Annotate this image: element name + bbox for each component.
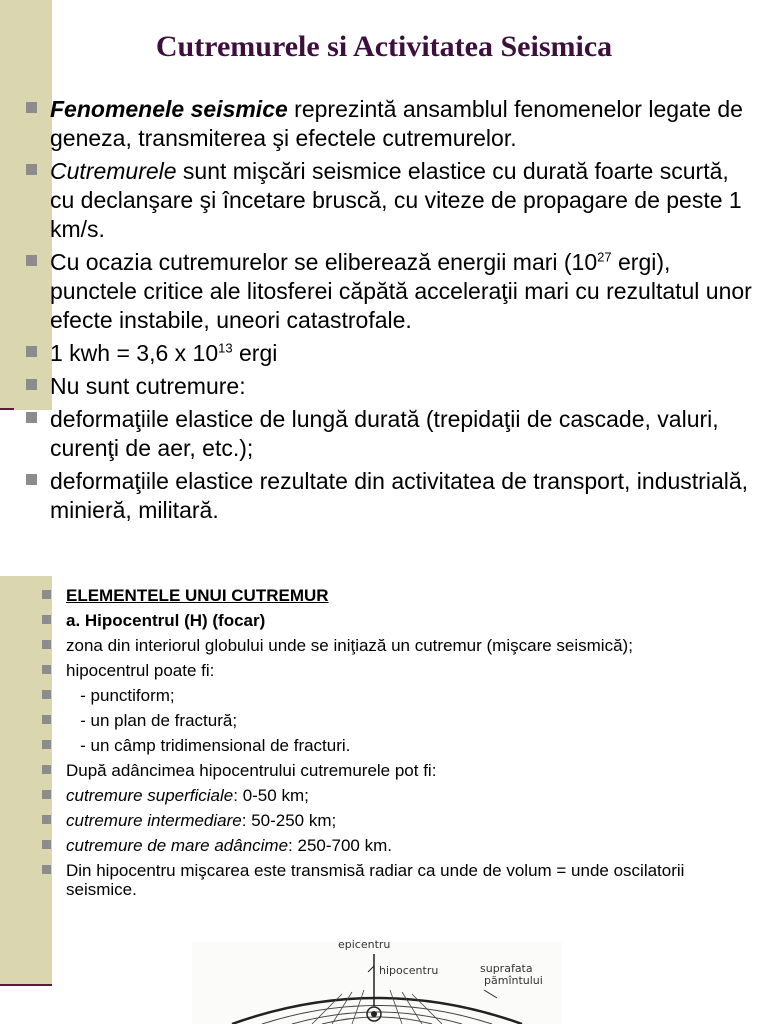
list-item: [26, 339, 756, 368]
square-bullet-icon: [42, 865, 51, 874]
bullet-lead: cutremure intermediare: [66, 811, 242, 830]
square-bullet-icon: [26, 379, 37, 390]
bullet-text: ergi: [232, 340, 278, 366]
square-bullet-icon: [26, 474, 37, 485]
square-bullet-icon: [26, 255, 37, 266]
list-item: [42, 861, 742, 899]
subsection-heading: a. Hipocentrul (H) (focar): [66, 611, 266, 630]
list-item: [42, 686, 742, 705]
bullet-lead: cutremure superficiale: [66, 786, 234, 805]
section-heading: ELEMENTELE UNUI CUTREMUR: [66, 586, 329, 605]
list-item: [42, 586, 742, 605]
bullet-text: zona din interiorul globului unde se iniţiază un cutremur (mişcare seismică);: [66, 636, 633, 655]
bullet-lead: Fenomenele seismice: [50, 96, 288, 122]
bullet-text: - un câmp tridimensional de fracturi.: [66, 736, 351, 755]
square-bullet-icon: [42, 590, 51, 599]
list-item: [42, 786, 742, 805]
bullet-lead: cutremure de mare adâncime: [66, 836, 289, 855]
square-bullet-icon: [42, 815, 51, 824]
slide-2: [0, 576, 768, 1024]
bullet-text: După adâncimea hipocentrului cutremurele pot fi:: [66, 761, 437, 780]
bullet-text: ergi), punctele critice ale litosferei căpătă acceleraţii mari cu rezultatul unor efecte instabile, uneori catastrofale.: [50, 249, 752, 333]
surface-label: suprafata: [480, 962, 533, 975]
slide-1-bullet-list: [26, 95, 756, 529]
list-item: [26, 467, 756, 525]
list-item: [42, 611, 742, 630]
bullet-text: : 0-50 km;: [233, 786, 309, 805]
square-bullet-icon: [42, 765, 51, 774]
slide-title: Cutremurele si Activitatea Seismica: [155, 30, 613, 63]
epicenter-label: epicentru: [338, 938, 391, 951]
list-item: [26, 157, 756, 244]
list-item: [42, 761, 742, 780]
bullet-text: 1 kwh = 3,6 x 10: [50, 340, 219, 366]
list-item: [26, 372, 756, 401]
list-item: [26, 405, 756, 463]
square-bullet-icon: [42, 690, 51, 699]
hypocenter-label: hipocentru: [379, 964, 439, 977]
square-bullet-icon: [42, 665, 51, 674]
bullet-text: reprezintă ansamblul fenomenelor legate de geneza, transmiterea şi efectele cutremurelor.: [50, 96, 743, 151]
square-bullet-icon: [26, 346, 37, 357]
slide-2-bullet-list: [42, 586, 742, 905]
square-bullet-icon: [42, 790, 51, 799]
list-item: [42, 636, 742, 655]
square-bullet-icon: [42, 740, 51, 749]
bullet-lead: Cutremurele: [50, 158, 177, 184]
bullet-text: sunt mişcări seismice elastice cu durată foarte scurtă, cu declanşare şi încetare bruscă, cu viteze de propagare de peste 1 km/s.: [50, 158, 742, 242]
exponent: 13: [218, 340, 233, 356]
square-bullet-icon: [26, 164, 37, 175]
bullet-text: : 250-700 km.: [288, 836, 392, 855]
bullet-text: : 50-250 km;: [241, 811, 337, 830]
bullet-text: Din hipocentru mişcarea este transmisă radiar ca unde de volum = unde oscilatorii seismice.: [66, 861, 685, 899]
accent-rule: [0, 984, 52, 986]
bullet-text: Nu sunt cutremure:: [50, 373, 246, 399]
list-item: [26, 248, 756, 335]
bullet-text: Cu ocazia cutremurelor se eliberează energii mari (10: [50, 249, 598, 275]
earthquake-diagram: [192, 938, 562, 1024]
square-bullet-icon: [42, 840, 51, 849]
accent-rule: [0, 408, 14, 410]
list-item: [42, 711, 742, 730]
bullet-text: - un plan de fractură;: [66, 711, 238, 730]
bullet-text: - punctiform;: [66, 686, 175, 705]
square-bullet-icon: [42, 615, 51, 624]
list-item: [42, 836, 742, 855]
list-item: [26, 95, 756, 153]
list-item: [42, 661, 742, 680]
square-bullet-icon: [42, 640, 51, 649]
square-bullet-icon: [42, 715, 51, 724]
surface-label-2: pămîntului: [484, 974, 543, 987]
list-item: [42, 736, 742, 755]
square-bullet-icon: [26, 102, 37, 113]
bullet-text: hipocentrul poate fi:: [66, 661, 215, 680]
list-item: [42, 811, 742, 830]
bullet-text: deformaţiile elastice de lungă durată (trepidaţii de cascade, valuri, curenţi de aer, etc.);: [50, 406, 719, 461]
exponent: 27: [597, 249, 612, 265]
bullet-text: deformaţiile elastice rezultate din activitatea de transport, industrială, minieră, militară.: [50, 468, 749, 523]
square-bullet-icon: [26, 412, 37, 423]
